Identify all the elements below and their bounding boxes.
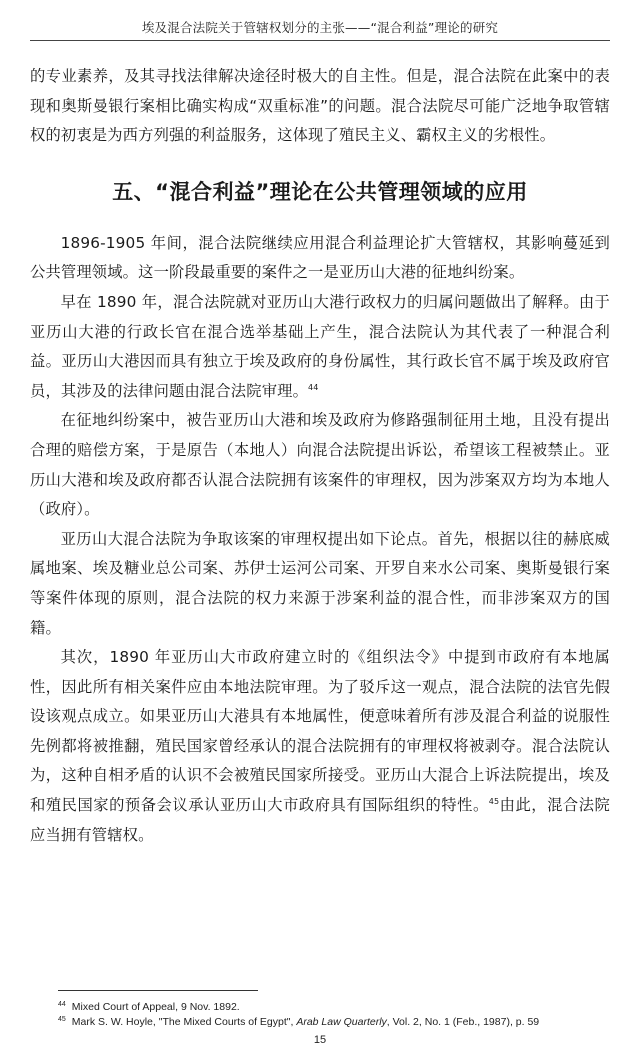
footnote-45: [58, 1015, 610, 1030]
header-rule: [30, 40, 610, 41]
journal-title: Arab Law Quarterly: [296, 1016, 387, 1028]
running-header: 埃及混合法院关于管辖权划分的主张——“混合利益”理论的研究: [141, 20, 499, 35]
footnote-number: 45: [58, 1015, 66, 1023]
footnote-text-tail: , Vol. 2, No. 1 (Feb., 1987), p. 59: [386, 1016, 540, 1028]
footnote-text: Mark S. W. Hoyle, "The Mixed Courts of Egypt",: [71, 1016, 294, 1028]
paragraph-text: 早在 1890 年，混合法院就对亚历山大港行政权力的归属问题做出了解释。由于亚历山大港的行政长官在混合选举基础上产生，混合法院认为其代表了一种混合利益。亚历山大港因而具有独立于埃及政府的身份属性，其行政长官不属于埃及政府官员，其涉及的法律问题由混合法院审理。: [30, 292, 610, 400]
body-text: [30, 62, 610, 850]
footnote-reference[interactable]: 44: [308, 382, 319, 392]
paragraph: 在征地纠纷案中，被告亚历山大港和埃及政府为修路强制征用土地，且没有提出合理的赔偿方案，于是原告（本地人）向混合法院提出诉讼，希望该工程被禁止。亚历山大港和埃及政府都否认混合法院拥有该案件的审理权，因为涉案双方均为本地人（政府）。: [30, 411, 610, 519]
page-number: 15: [313, 1034, 327, 1046]
footnote-text: Mixed Court of Appeal, 9 Nov. 1892.: [71, 1001, 240, 1013]
footnote-44: [58, 1000, 610, 1015]
section-heading: 五、“混合利益”理论在公共管理领域的应用: [112, 179, 528, 204]
paragraph-text-tail: 由此，混合法院应当拥有管辖权。: [30, 796, 610, 844]
paragraph-text: 其次，1890 年亚历山大市政府建立时的《组织法令》中提到市政府有本地属性，因此所有相关案件应由本地法院审理。为了驳斥这一观点，混合法院的法官先假设该观点成立。如果亚历山大港具有本地属性，便意味着所有涉及混合利益的说服性先例都将被推翻，殖民国家曾经承认的混合法院拥有的审理权将被剥夺。混合法院认为，这种自相矛盾的认识不会被殖民国家所接受。亚历山大混合上诉法院提出，埃及和殖民国家的预备会议承认亚历山大市政府具有国际组织的特性。: [30, 648, 610, 815]
paragraph: [30, 288, 610, 406]
footnote-separator: [58, 990, 258, 991]
paragraph: 亚历山大混合法院为争取该案的审理权提出如下论点。首先，根据以往的赫底威属地案、埃及糖业总公司案、苏伊士运河公司案、开罗自来水公司案、奥斯曼银行案等案件体现的原则，混合法院的权力来源于涉案利益的混合性，而非涉案双方的国籍。: [30, 529, 610, 637]
footnotes: [58, 1000, 610, 1030]
footnote-reference[interactable]: 45: [488, 796, 500, 806]
paragraph: 1896-1905 年间，混合法院继续应用混合利益理论扩大管辖权，其影响蔓延到公共管理领域。这一阶段最重要的案件之一是亚历山大港的征地纠纷案。: [30, 233, 610, 282]
footnote-number: 44: [58, 1000, 66, 1008]
paragraph: [30, 643, 610, 850]
paragraph-continued: 的专业素养，及其寻找法律解决途径时极大的自主性。但是，混合法院在此案中的表现和奥斯曼银行案相比确实构成“双重标准”的问题。混合法院尽可能广泛地争取管辖权的初衷是为西方列强的利益服务，这体现了殖民主义、霸权主义的劣根性。: [30, 67, 610, 145]
